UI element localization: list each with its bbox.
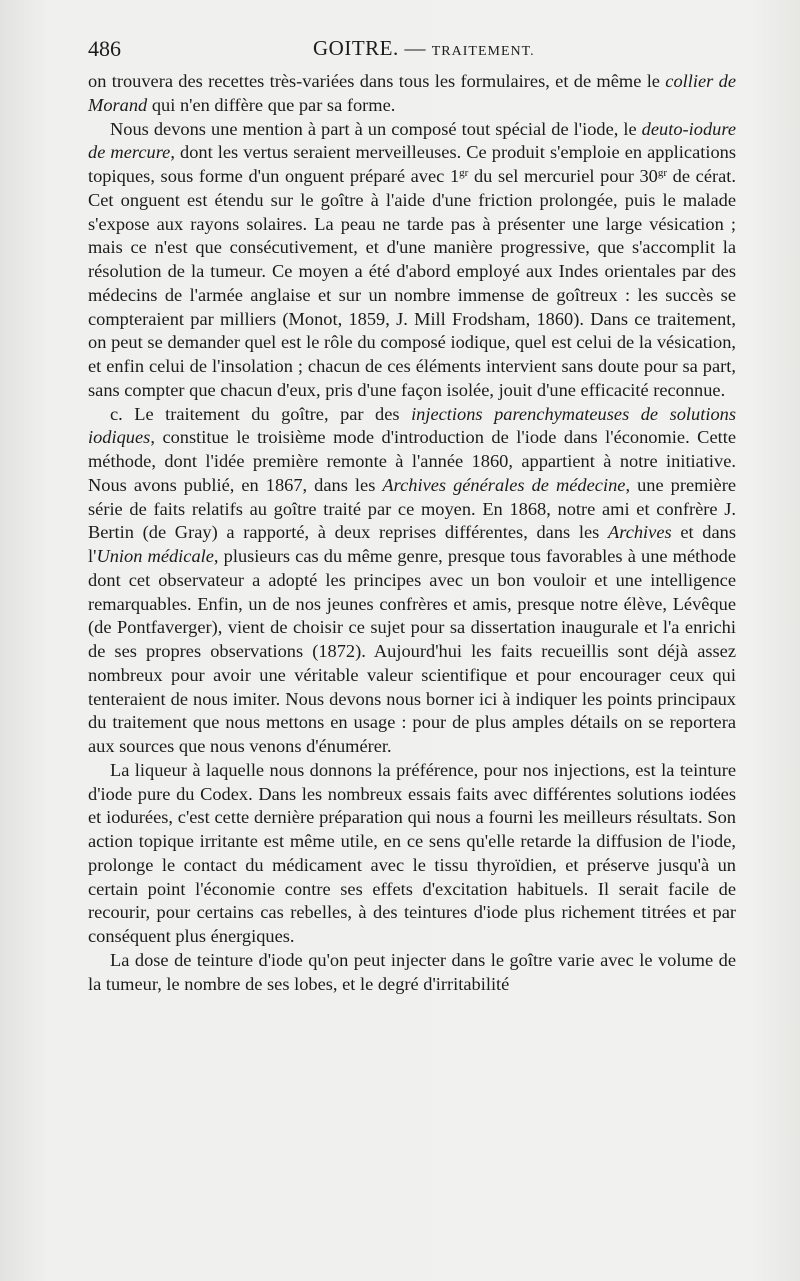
text-run: du sel mercuriel pour 30 <box>468 166 658 186</box>
italic-text: deuto-iodure de mercure <box>88 118 736 163</box>
running-title-section: TRAITEMENT. <box>431 44 535 59</box>
text-run: La dose de teinture d'iode qu'on peut injecter dans le goître varie avec le volume de la tumeur, le nombre de ses lobes, et le degré d'irritabilité <box>88 949 736 994</box>
paragraph <box>88 403 736 759</box>
body-text <box>88 70 736 996</box>
text-run: , dont les vertus seraient merveilleuses. Ce produit s'emploie en applications topiques, sous forme d'un onguent préparé avec 1 <box>88 142 736 186</box>
text-run: on trouvera des recettes très-variées dans tous les formulaires, et de même le <box>88 71 666 91</box>
text-run: Nous devons une mention à part à un composé tout spécial de l'iode, le <box>110 118 642 139</box>
text-run: , constitue le troisième mode d'introduction de l'iode dans l'économie. Cette méthode, dont l'idée première remonte à l'année 1860, appartient à notre initiative. Nous avons publié, en 1867, dans les <box>88 427 736 495</box>
paragraph <box>88 118 736 403</box>
italic-text: Archives <box>607 522 672 543</box>
text-run: , une première série de faits relatifs au goître traité par ce moyen. En 1868, notre ami et confrère J. Bertin (de Gray) a rapporté, à deux reprises différentes, dans les <box>88 474 736 543</box>
italic-text: injections parenchymateuses de solutions iodiques <box>88 403 736 448</box>
paragraph <box>88 759 736 949</box>
text-run: de cérat. Cet onguent est étendu sur le goître à l'aide d'une friction prolongée, puis le malade s'expose aux rayons solaires. La peau ne tarde pas à présenter une large vésication ; mais ce n'est que consécutivement, et d'une manière progressive, que s'accomplit la résolution de la tumeur. Ce moyen a été d'abord employé aux Indes orientales par des médecins de l'armée anglaise et sur un nombre immense de goîtreux : les succès se compteraient par milliers (Monot, 1859, J. Mill Frodsham, 1860). Dans ce traitement, on peut se demander quel est le rôle du composé iodique, quel est celui de la vésication, et enfin celui de l'insolation ; chacun de ces éléments intervient sans doute pour sa part, sans compter que chacun d'eux, pris d'une façon isolée, jouit d'une efficacité reconnue. <box>88 166 736 400</box>
text-run: c. Le traitement du goître, par des <box>110 403 412 424</box>
text-run: et dans l' <box>88 522 736 566</box>
superscript-text: gr <box>657 167 668 179</box>
running-title <box>313 36 535 61</box>
running-title-main: GOITRE. <box>313 36 399 60</box>
superscript-text: gr <box>459 167 469 179</box>
text-run: qui n'en diffère que par sa forme. <box>147 94 396 115</box>
paragraph <box>88 949 736 997</box>
text-run: , plusieurs cas du même genre, presque tous favorables à une méthode dont cet observateur a adopté les principes avec un bon vouloir et une intelligence remarquables. Enfin, un de nos jeunes confrères et amis, presque notre élève, Lévêque (de Pontfaverger), vient de choisir ce sujet pour sa dissertation inaugurale et l'a enrichi de ses propres observations (1872). Aujourd'hui les faits recueillis sont déjà assez nombreux pour avoir une véritable valeur scientifique et pour encourager ceux qui tenteraient de nous imiter. Nous devons nous borner ici à indiquer les points principaux du traitement que nous mettons en usage : pour de plus amples détails on se reportera aux sources que nous venons d'énumérer. <box>88 546 736 756</box>
running-title-dash: — <box>404 36 426 60</box>
italic-text: collier de Morand <box>88 71 736 115</box>
page-number: 486 <box>88 36 121 61</box>
text-run: La liqueur à laquelle nous donnons la préférence, pour nos injections, est la teinture d'iode pure du Codex. Dans les nombreux essais faits avec différentes solutions iodées et iodurées, c'est cette dernière préparation qui nous a fourni les meilleurs résultats. Son action topique irritante est même utile, en ce sens qu'elle retarde la diffusion de l'iode, prolonge le contact du médicament avec le tissu thyroïdien, et préserve jusqu'à un certain point l'économie contre ses effets d'excitation habituels. Il serait facile de recourir, pour certains cas rebelles, à des teintures d'iode plus richement titrées et par conséquent plus énergiques. <box>88 759 736 946</box>
paragraph <box>88 70 736 118</box>
italic-text: Union médicale <box>96 546 214 566</box>
italic-text: Archives générales de médecine <box>382 474 626 495</box>
running-header <box>88 36 738 62</box>
